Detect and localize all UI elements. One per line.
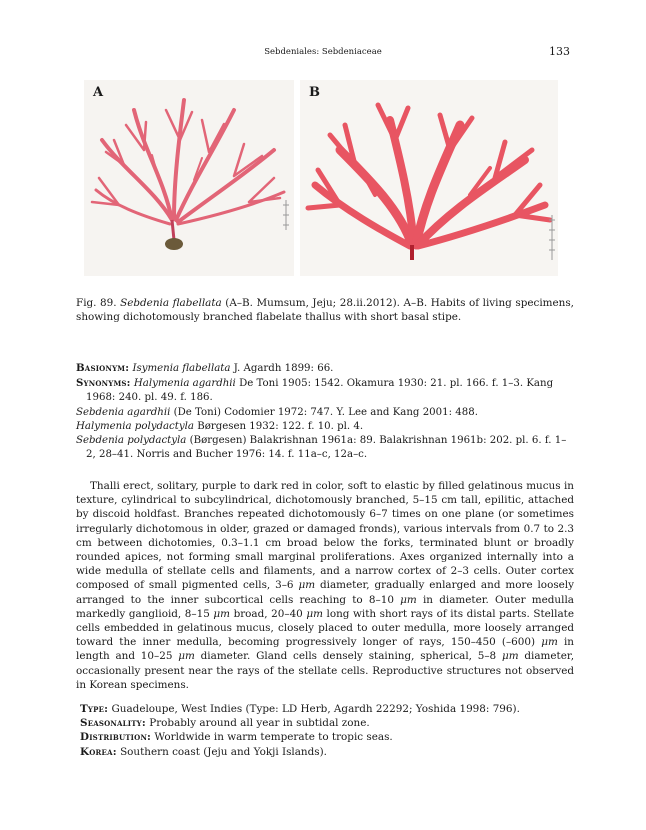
running-title: Sebdeniales: Sebdeniaceae — [264, 47, 382, 57]
seasonality-text: Probably around all year in subtidal zone. — [149, 717, 370, 730]
synonym-text: (De Toni) Codomier 1972: 747. Y. Lee and Kang 2001: 488. — [173, 406, 478, 418]
synonym-species: Sebdenia polydactyla — [76, 435, 187, 447]
unit-um: μm — [501, 650, 519, 663]
synonyms-label: Synonyms: — [76, 377, 131, 390]
unit-um: μm — [400, 593, 417, 606]
seasonality-label: Seasonality: — [80, 717, 146, 730]
synonym-text: (Børgesen) Balakrishnan 1961a: 89. Balakrishnan 1961b: 202. pl. 6. f. 1–2, 28–41. Norris and Bucher 1976: 14. f. 11a–c, 12a–c. — [86, 435, 567, 461]
unit-um: μm — [541, 636, 558, 649]
facts-block — [80, 702, 574, 759]
nomenclature-block — [76, 361, 574, 462]
basionym-label: Basionym: — [76, 362, 130, 374]
desc-text: diameter, gradually enlarged and more loosely arranged to the inner subcortical cells reaching to 8–10 — [76, 579, 574, 606]
figure-panel-a — [84, 80, 294, 276]
type-label: Type: — [80, 703, 109, 715]
korea-line — [80, 745, 574, 759]
synonym-text: Børgesen 1932: 122. f. 10. pl. 4. — [197, 420, 364, 432]
caption-species: Sebdenia flabellata — [120, 297, 222, 309]
seasonality-line — [80, 716, 574, 730]
basionym-text: J. Agardh 1899: 66. — [233, 363, 334, 374]
caption-text: (A–B. Mumsum, Jeju; 28.ii.2012). A–B. Habits of living specimens, showing dichotomously branched flabelate thallus with short basal stipe. — [76, 297, 574, 323]
type-text: Guadeloupe, West Indies (Type: LD Herb, Agardh 22292; Yoshida 1998: 796). — [111, 703, 520, 715]
desc-text: Thalli erect, solitary, purple to dark red in color, soft to elastic by filled gelatinous mucus in texture, cylindrical to subcylindrical, dichotomously branched, 5–15 cm tall, epilitic, attached by discoid holdfast. Branches repeated dichotomously 6–7 times on one plane (or sometimes irregularly dichotomous in older, grazed or damaged fronds), various intervals from 0.7 to 2.3 cm between dichotomies, 0.3–1.1 cm broad below the forks, terminated blunt or broadly rounded apices, not forming small marginal proliferations. Axes organized internally into a wide medulla of stellate cells and filaments, and a narrow cortex of 2–3 cells. Outer cortex composed of small pigmented cells, 3–6 — [76, 480, 574, 592]
panel-label-a: A — [93, 85, 104, 100]
basionym-line — [76, 361, 574, 376]
synonym-species: Halymenia agardhii — [133, 378, 236, 390]
distribution-label: Distribution: — [80, 731, 152, 744]
unit-um: μm — [213, 607, 230, 620]
figure-panel-b — [300, 80, 558, 276]
desc-text: broad, 20–40 — [233, 607, 303, 620]
synonym-line — [76, 376, 574, 405]
basionym-species: Isymenia flabellata — [132, 363, 231, 374]
desc-text: long with short rays of its distal parts. Stellate cells embedded in gelatinous mucus, closely placed to outer medulla, more loosely arranged toward the inner medulla, becoming progressively longer of rays, 150–450 (–600) — [76, 607, 574, 649]
running-head — [0, 45, 646, 59]
synonym-line — [76, 420, 574, 434]
desc-text: in diameter. Outer medulla markedly ganglioid, 8–15 — [76, 593, 574, 620]
unit-um: μm — [178, 650, 195, 663]
synonym-line — [76, 434, 574, 462]
distribution-line — [80, 730, 574, 744]
alga-illustration-b — [300, 80, 558, 276]
distribution-text: Worldwide in warm temperate to tropic seas. — [154, 731, 393, 744]
description-paragraph — [76, 479, 574, 692]
caption-prefix: Fig. 89. — [76, 297, 117, 309]
synonym-line — [76, 406, 574, 420]
desc-text: diameter. Gland cells densely staining, spherical, 5–8 — [200, 650, 497, 663]
panel-label-b: B — [309, 85, 320, 100]
alga-illustration-a — [84, 80, 294, 276]
holdfast-shape — [165, 238, 183, 250]
type-line — [80, 702, 574, 716]
synonym-species: Sebdenia agardhii — [76, 406, 171, 418]
unit-um: μm — [306, 607, 323, 620]
figure-caption — [76, 296, 574, 324]
korea-label: Korea: — [80, 745, 117, 758]
synonym-text: De Toni 1905: 1542. Okamura 1930: 21. pl. 166. f. 1–3. Kang 1968: 240. pl. 49. f. 186. — [86, 378, 554, 404]
desc-text: in length and 10–25 — [76, 636, 574, 663]
korea-text: Southern coast (Jeju and Yokji Islands). — [120, 745, 327, 758]
desc-text: diameter, occasionally present near the rays of the stellate cells. Reproductive structures not observed in Korean specimens. — [76, 650, 574, 691]
page-number: 133 — [549, 45, 570, 58]
synonym-species: Halymenia polydactyla — [76, 420, 194, 432]
unit-um: μm — [298, 579, 316, 592]
